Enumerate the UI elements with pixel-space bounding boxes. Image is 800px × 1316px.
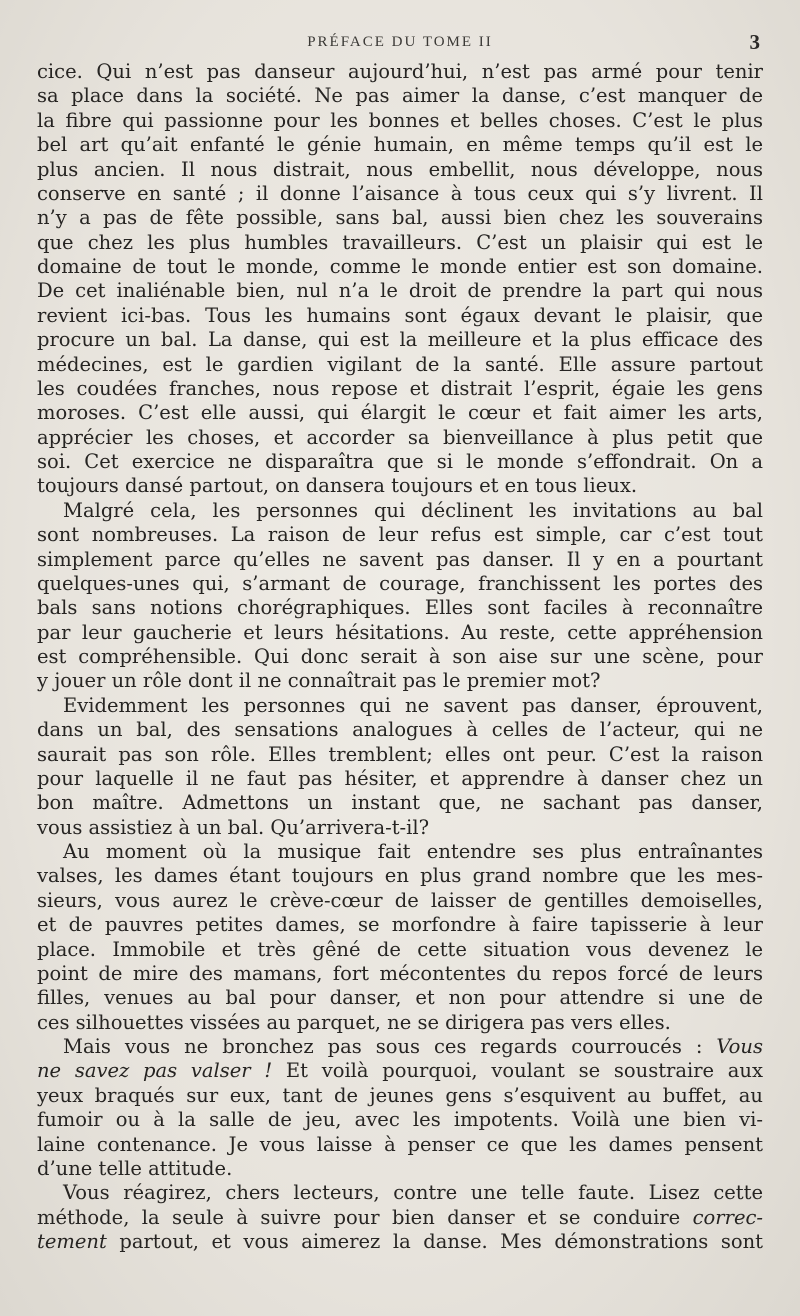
text-line — [37, 1230, 763, 1254]
text-line — [37, 1035, 763, 1059]
text-line — [37, 109, 763, 133]
text-line-segment: Mais vous ne bronchez pas sous ces regards courroucés : — [63, 1035, 717, 1058]
text-line — [37, 889, 763, 913]
text-line-segment: la fibre qui passionne pour les bonnes et belles choses. C’est le plus — [37, 108, 763, 132]
text-line-segment: ces silhouettes vissées au parquet, ne se dirigera pas vers elles. — [37, 1010, 671, 1034]
text-line-segment: bel art qu’ait enfanté le génie humain, en même temps qu’il est le — [37, 133, 763, 157]
text-line — [37, 158, 763, 182]
text-line — [37, 474, 763, 498]
text-line — [37, 523, 763, 547]
text-line — [37, 450, 763, 474]
text-line-segment: place. Immobile et très gêné de cette situation vous devenez le — [37, 937, 763, 961]
text-line — [37, 913, 763, 937]
text-line-segment: n’y a pas de fête possible, sans bal, aussi bien chez les souverains — [37, 206, 763, 230]
text-line-segment: plus ancien. Il nous distrait, nous embellit, nous développe, nous — [37, 157, 763, 181]
text-line-segment: Evidemment les personnes qui ne savent pas danser, éprouvent, — [63, 693, 763, 717]
text-line-segment: yeux braqués sur eux, tant de jeunes gens s’esquivent au buffet, au — [37, 1083, 763, 1107]
text-line-segment: revient ici-bas. Tous les humains sont égaux devant le plaisir, que — [37, 303, 763, 327]
text-line — [37, 182, 763, 206]
text-line-segment: partout, et vous aimerez la danse. Mes démonstrations sont — [106, 1230, 763, 1253]
text-line — [37, 548, 763, 572]
text-line-segment: d’une telle attitude. — [37, 1156, 233, 1180]
text-line — [37, 743, 763, 767]
text-line — [37, 353, 763, 377]
text-line — [37, 572, 763, 596]
text-line-segment: bals sans notions chorégraphiques. Elles sont faciles à reconnaître — [37, 596, 763, 620]
text-line — [37, 84, 763, 108]
text-line-segment: sont nombreuses. La raison de leur refus est simple, car c’est tout — [37, 523, 763, 547]
text-line-segment: et de pauvres petites dames, se morfondre à faire tapisserie à leur — [37, 913, 763, 937]
text-line-segment: filles, venues au bal pour danser, et non pour attendre si une de — [37, 986, 763, 1010]
text-line — [37, 499, 763, 523]
text-line-segment: moroses. C’est elle aussi, qui élargit le cœur et fait aimer les arts, — [37, 401, 763, 425]
text-line-segment: toujours dansé partout, on dansera toujours et en tous lieux. — [37, 474, 638, 498]
text-line — [37, 328, 763, 352]
text-line-segment: quelques-unes qui, s’armant de courage, franchissent les portes des — [37, 571, 763, 595]
italic-segment: tement — [37, 1230, 107, 1253]
text-line — [37, 986, 763, 1010]
text-line — [37, 279, 763, 303]
text-line — [37, 840, 763, 864]
text-line — [37, 401, 763, 425]
text-line — [37, 1181, 763, 1205]
text-line — [37, 133, 763, 157]
text-line — [37, 1108, 763, 1132]
text-line — [37, 694, 763, 718]
text-line-segment: bon maître. Admettons un instant que, ne sachant pas danser, — [37, 791, 763, 815]
text-line-segment: De cet inaliénable bien, nul n’a le droit de prendre la part qui nous — [37, 279, 763, 303]
text-line — [37, 938, 763, 962]
text-line — [37, 864, 763, 888]
running-head — [0, 30, 800, 58]
text-line-segment: conserve en santé ; il donne l’aisance à tous ceux qui s’y livrent. Il — [37, 181, 763, 205]
text-line — [37, 206, 763, 230]
text-line-segment: que chez les plus humbles travailleurs. C’est un plaisir qui est le — [37, 230, 763, 254]
text-line-segment: valses, les dames étant toujours en plus grand nombre que les mes- — [37, 864, 763, 888]
text-line — [37, 816, 763, 840]
text-line — [37, 60, 763, 84]
italic-segment: ne savez pas valser ! — [37, 1059, 273, 1083]
text-line — [37, 231, 763, 255]
text-line-segment: méthode, la seule à suivre pour bien danser et se conduire — [37, 1205, 693, 1229]
text-line — [37, 962, 763, 986]
text-line — [37, 1133, 763, 1157]
text-line — [37, 621, 763, 645]
text-line-segment: procure un bal. La danse, qui est la meilleure et la plus efficace des — [37, 328, 763, 352]
text-line — [37, 1084, 763, 1108]
text-line-segment: pour laquelle il ne faut pas hésiter, et apprendre à danser chez un — [37, 766, 763, 790]
text-line-segment: soi. Cet exercice ne disparaîtra que si le monde s’effondrait. On a — [37, 450, 763, 473]
text-line-segment: Vous réagirez, chers lecteurs, contre une telle faute. Lisez cette — [63, 1181, 763, 1205]
text-line — [37, 377, 763, 401]
text-line-segment: laine contenance. Je vous laisse à penser ce que les dames pensent — [37, 1132, 763, 1156]
text-line — [37, 645, 763, 669]
text-line — [37, 767, 763, 791]
text-line-segment: y jouer un rôle dont il ne connaîtrait pas le premier mot? — [37, 669, 601, 693]
text-line — [37, 1157, 763, 1181]
text-line-segment: les coudées franches, nous repose et distrait l’esprit, égaie les gens — [37, 376, 763, 400]
text-line — [37, 1206, 763, 1230]
text-line-segment: sa place dans la société. Ne pas aimer la danse, c’est manquer de — [37, 84, 763, 108]
italic-segment: Vous — [716, 1035, 763, 1058]
text-line-segment: sieurs, vous aurez le crève-cœur de laisser de gentilles demoiselles, — [37, 888, 763, 912]
text-line — [37, 426, 763, 450]
text-line-segment: cice. Qui n’est pas danseur aujourd’hui, n’est pas armé pour tenir — [37, 60, 763, 83]
text-line-segment: Au moment où la musique fait entendre ses plus entraînantes — [63, 840, 763, 863]
running-title: PRÉFACE DU TOME II — [307, 34, 493, 50]
text-line-segment: par leur gaucherie et leurs hésitations. Au reste, cette appréhension — [37, 620, 763, 644]
text-line-segment: saurait pas son rôle. Elles tremblent; elles ont peur. C’est la raison — [37, 742, 763, 766]
text-line-segment: médecines, est le gardien vigilant de la santé. Elle assure partout — [37, 352, 763, 376]
text-line-segment: simplement parce qu’elles ne savent pas danser. Il y en a pourtant — [37, 547, 763, 571]
text-line — [37, 718, 763, 742]
text-line — [37, 669, 763, 693]
text-line — [37, 791, 763, 815]
text-line — [37, 596, 763, 620]
text-line-segment: apprécier les choses, et accorder sa bienveillance à plus petit que — [37, 425, 763, 449]
text-line — [37, 304, 763, 328]
text-line — [37, 1011, 763, 1035]
page-number: 3 — [749, 30, 760, 54]
text-line-segment: domaine de tout le monde, comme le monde entier est son domaine. — [37, 255, 763, 278]
text-line-segment: est compréhensible. Qui donc serait à son aise sur une scène, pour — [37, 645, 763, 668]
text-line — [37, 1059, 763, 1083]
text-line — [37, 255, 763, 279]
text-line-segment: vous assistiez à un bal. Qu’arrivera-t-il? — [37, 815, 430, 839]
text-line-segment: Malgré cela, les personnes qui déclinent les invitations au bal — [63, 498, 763, 522]
preface-body-text — [37, 60, 763, 1254]
text-line-segment: fumoir ou à la salle de jeu, avec les impotents. Voilà une bien vi- — [37, 1108, 763, 1132]
text-line-segment: dans un bal, des sensations analogues à celles de l’acteur, qui ne — [37, 718, 763, 742]
italic-segment: correc- — [692, 1205, 763, 1229]
text-line-segment: Et voilà pourquoi, voulant se soustraire aux — [272, 1059, 763, 1083]
text-line-segment: point de mire des mamans, fort mécontentes du repos forcé de leurs — [37, 961, 763, 985]
